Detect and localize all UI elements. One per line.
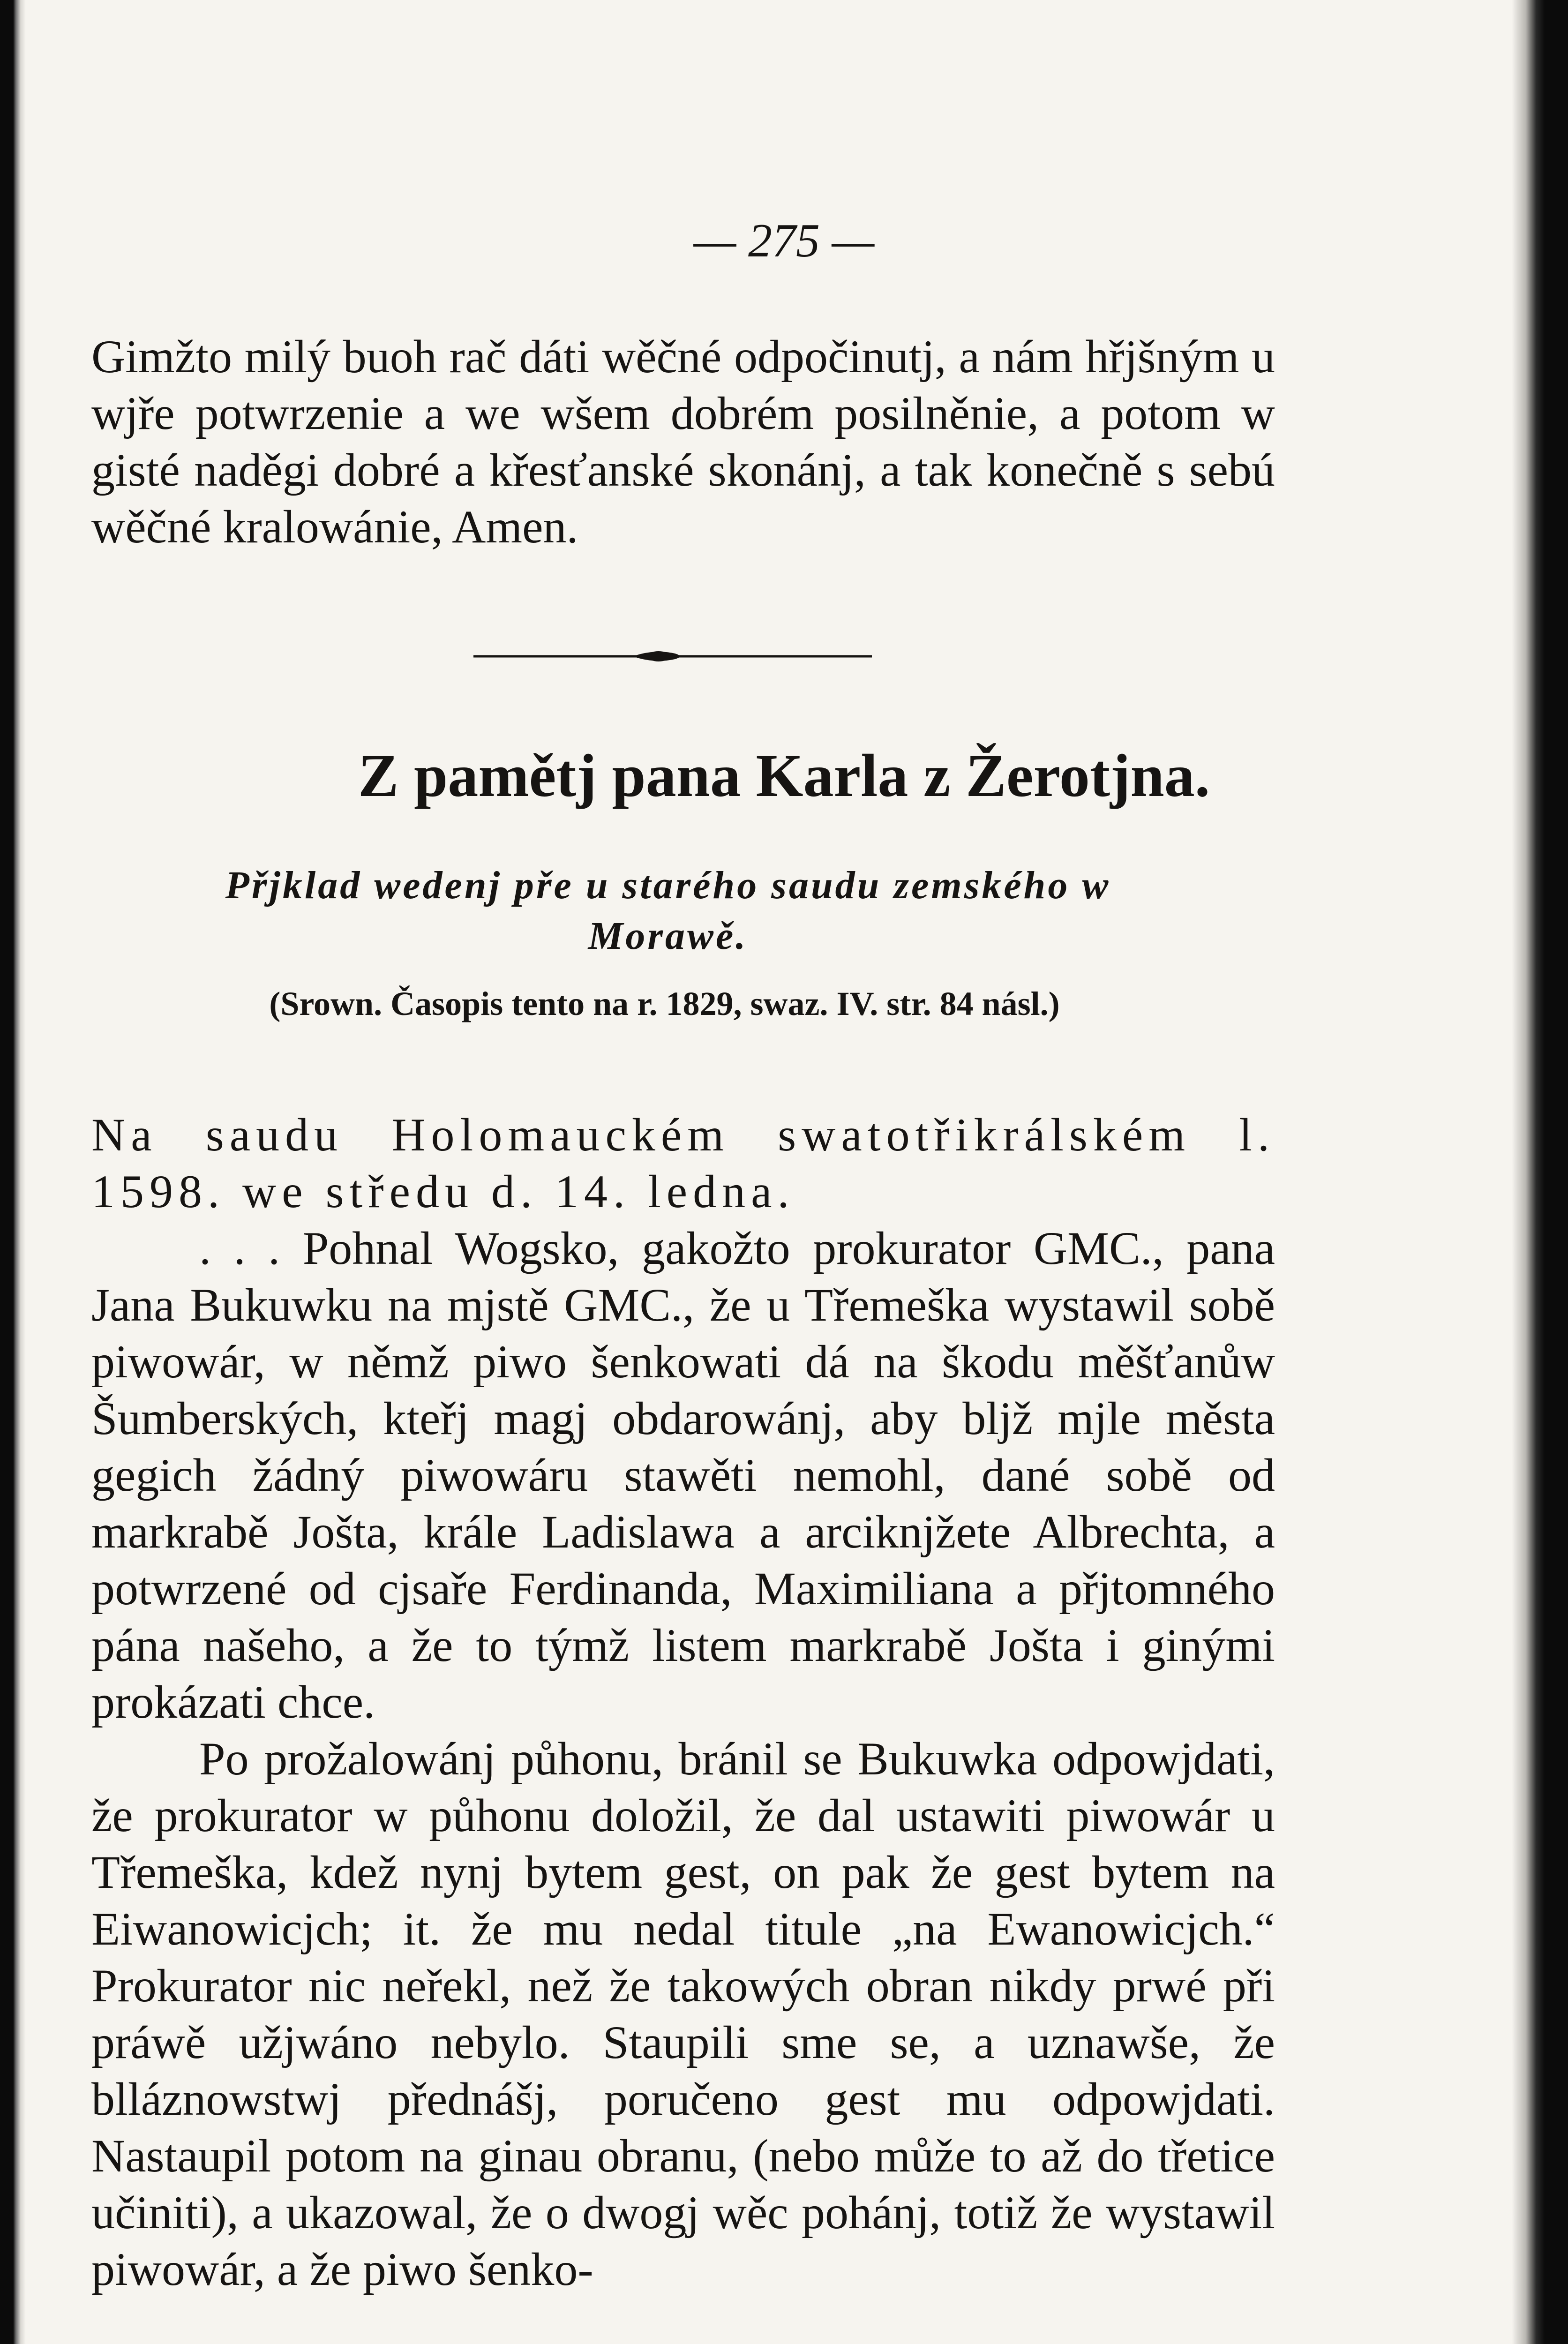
page-number: — 275 — <box>693 214 875 267</box>
date-line: Na saudu Holomauckém swatotřikrálském l. 1598. we středu d. 14. ledna. <box>91 1109 1275 1217</box>
scan-edge-right <box>1512 0 1568 2344</box>
section-subtitle: Přjklad wedenj pře u starého saudu zemského w Morawě. <box>225 864 1111 958</box>
paragraph-2: Po prožalowánj půhonu, bránil se Bukuwka odpowjdati, že prokurator w půhonu doložil, že dal ustawiti piwowár u Třemeška, kdež nynj bytem gest, on pak že gest bytem na Eiwanowicjch; it. že mu nedal titule „na Ewanowicjch.“ Prokurator nic neřekl, než že takowých obran nikdy prwé při práwě užjwáno nebylo. Staupili sme se, a uznawše, že blláznowstwj přednášj, poručeno gest mu odpowjdati. Nastaupil potom na ginau obranu, (nebo může to až do třetice učiniti), a ukazowal, že o dwogj wěc pohánj, totiž že wystawil piwowár, a že piwo šenko- <box>91 1733 1275 2295</box>
text-block-main <box>91 1106 1275 2298</box>
paragraph-continuation: Gimžto milý buoh rač dáti wěčné odpočinutj, a nám hřjšným u wjře potwrzenie a we wšem dobrém posilněnie, a potom w gisté naděgi dobré a křesťanské skonánj, a tak konečně s sebú wěčné kralowánie, Amen. <box>91 331 1275 553</box>
text-block-top <box>91 328 1275 555</box>
paragraph-1: . . . Pohnal Wogsko, gakožto prokurator GMC., pana Jana Bukuwku na mjstě GMC., že u Třemeška wystawil sobě piwowár, w němž piwo šenkowati dá na škodu měšťanůw Šumberských, kteřj magj obdarowánj, aby bljž mjle města gegich žádný piwowáru stawěti nemohl, dané sobě od markrabě Jošta, krále Ladislawa a arciknjžete Albrechta, a potwrzené od cjsaře Ferdinanda, Maximiliana a přjtomného pána našeho, a že to týmž listem markrabě Jošta i ginými prokázati chce. <box>91 1222 1275 1728</box>
scan-edge-left <box>0 0 26 2344</box>
section-title: Z pamětj pana Karla z Žerotjna. <box>358 742 1210 810</box>
ornament-divider <box>473 646 872 665</box>
reference-note: (Srown. Časopis tento na r. 1829, swaz. IV. str. 84 násl.) <box>269 985 1060 1022</box>
